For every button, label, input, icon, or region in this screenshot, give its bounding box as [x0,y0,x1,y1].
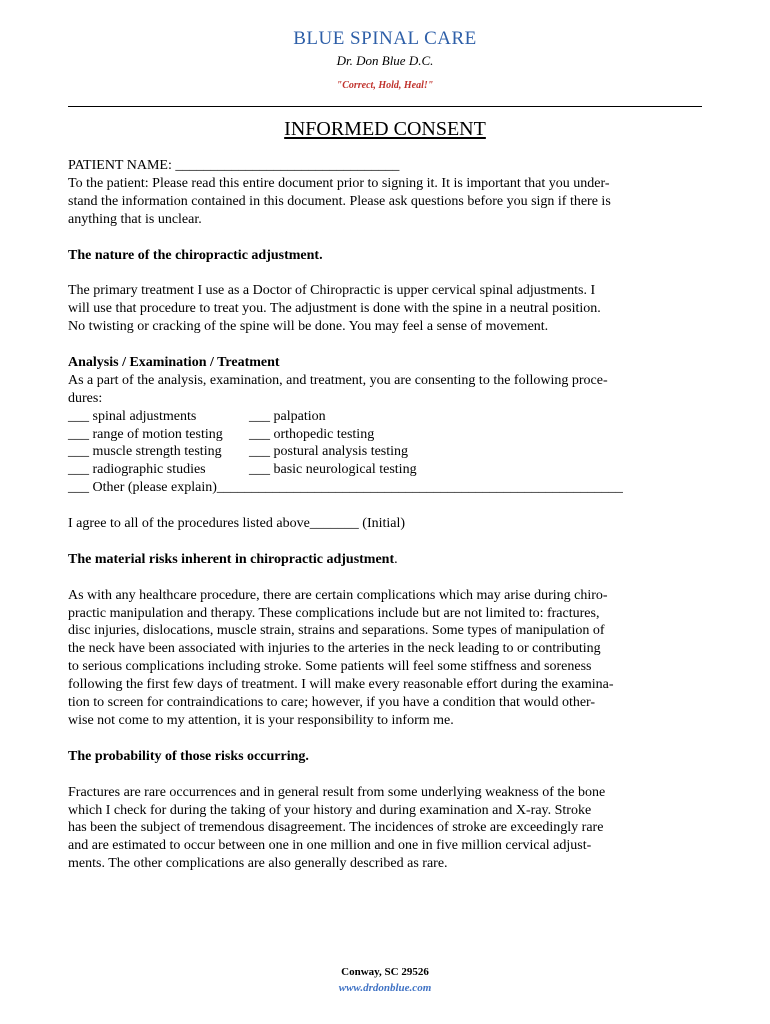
document-title [0,117,770,141]
spacer [68,569,668,587]
intro-line: stand the information contained in this document. Please ask questions before you sign if there is [68,193,611,209]
spacer [68,533,668,551]
practice-tagline: "Correct, Hold, Heal!" [336,80,434,91]
probability-line: has been the subject of tremendous disagreement. The incidences of stroke are exceedingly rare [68,820,604,836]
analysis-line: dures: [68,390,103,406]
probability-line: ments. The other complications are also generally described as rare. [68,856,448,872]
procedure-row [68,443,668,461]
probability-line: which I check for during the taking of your history and during examination and X-ray. Stroke [68,802,592,818]
probability-line: Fractures are rare occurrences and in general result from some underlying weakness of the bone [68,784,606,800]
probability-line: and are estimated to occur between one in one million and one in five million cervical adjust- [68,838,592,854]
analysis-heading: Analysis / Examination / Treatment [68,354,280,370]
risks-heading [68,551,668,569]
probability-heading: The probability of those risks occurring. [68,748,309,764]
risks-line: tion to screen for contraindications to care; however, if you have a condition that would other- [68,695,596,711]
spacer [68,766,668,784]
procedure-option[interactable]: ___ muscle strength testing [68,444,222,460]
procedure-option[interactable]: ___ spinal adjustments [68,408,197,424]
procedure-option[interactable]: ___ postural analysis testing [249,444,409,460]
footer-website-link[interactable]: www.drdonblue.com [338,982,432,994]
procedure-row [68,426,668,444]
spacer [68,264,668,282]
document-body [68,157,668,873]
procedure-option[interactable]: ___ orthopedic testing [249,426,375,442]
header-divider [68,106,702,107]
intro-line: To the patient: Please read this entire document prior to signing it. It is important that you under- [68,175,610,191]
risks-line: As with any healthcare procedure, there are certain complications which may arise during chiro- [68,587,608,603]
procedure-row [68,408,668,426]
risks-line: disc injuries, dislocations, muscle strain, strains and separations. Some types of manipulation of [68,623,605,639]
risks-line: the neck have been associated with injuries to the arteries in the neck leading to or contributing [68,641,601,657]
risks-line: following the first few days of treatment. I will make every reasonable effort during the examina- [68,677,614,693]
letterhead [0,28,770,92]
risks-line: wise not come to my attention, it is your responsibility to inform me. [68,713,454,728]
footer-address: Conway, SC 29526 [341,966,429,978]
nature-line: will use that procedure to treat you. The adjustment is done with the spine in a neutral position. [68,301,601,317]
nature-line: No twisting or cracking of the spine will be done. You may feel a sense of movement. [68,319,549,335]
intro-line: anything that is unclear. [68,211,202,227]
risks-heading-period: . [394,551,398,567]
procedure-option[interactable]: ___ basic neurological testing [249,462,417,478]
analysis-line: As a part of the analysis, examination, and treatment, you are consenting to the following proce- [68,372,608,388]
nature-line: The primary treatment I use as a Doctor of Chiropractic is upper cervical spinal adjustments. I [68,283,596,299]
risks-heading-text: The material risks inherent in chiropractic adjustment [68,551,395,567]
procedure-option[interactable]: ___ palpation [249,408,326,424]
practice-name: BLUE SPINAL CARE [293,28,477,49]
patient-name-field[interactable]: PATIENT NAME: ________________________________ [68,158,400,173]
document-title-text: INFORMED CONSENT [284,118,486,140]
doctor-name: Dr. Don Blue D.C. [336,53,434,68]
other-procedure-field[interactable]: ___ Other (please explain)__________________________________________________________ [68,480,623,496]
procedure-option[interactable]: ___ range of motion testing [68,426,223,442]
risks-line: to serious complications including stroke. Some patients will feel some stiffness and soreness [68,659,592,675]
page-footer [0,964,770,996]
nature-heading: The nature of the chiropractic adjustment. [68,247,323,263]
risks-line: practic manipulation and therapy. These complications include but are not limited to: fractures, [68,605,600,621]
agree-initial-field[interactable]: I agree to all of the procedures listed above_______ (Initial) [68,516,406,532]
procedure-row [68,461,668,479]
spacer [68,336,668,354]
spacer [68,730,668,748]
spacer [68,229,668,247]
procedure-option[interactable]: ___ radiographic studies [68,462,206,478]
spacer [68,497,668,515]
